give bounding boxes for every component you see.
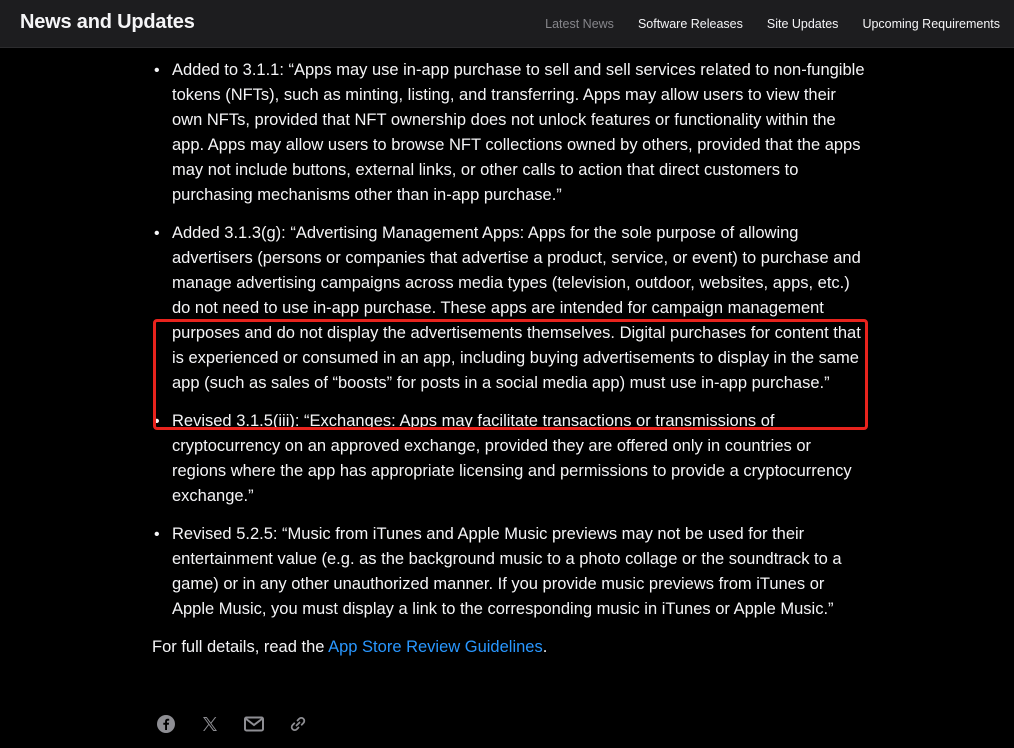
article-body: [152, 58, 872, 660]
full-details-suffix: .: [542, 638, 548, 656]
bullet-icon: •: [154, 62, 160, 79]
list-item: [152, 522, 867, 622]
list-item-text: Added to 3.1.1: “Apps may use in-app purchase to sell and sell services related to non-fungible tokens (NFTs), such as minting, listing, and transferring. Apps may allow users to view their own NFTs, provided that NFT ownership does not unlock features or functionality within the app. Apps may allow users to browse NFT collections owned by others, provided that the apps may not include buttons, external links, or other calls to action that direct customers to purchasing mechanisms other than in-app purchase.”: [172, 61, 865, 204]
mail-icon[interactable]: [242, 712, 266, 736]
x-icon[interactable]: [198, 712, 222, 736]
update-list: [152, 58, 872, 622]
list-item-text: Revised 5.2.5: “Music from iTunes and Apple Music previews may not be used for their entertainment value (e.g. as the background music to a photo collage or the soundtrack to a game) or in any other unauthorized manner. If you provide music previews from iTunes or Apple Music, you must display a link to the corresponding music in iTunes or Apple Music.”: [172, 525, 842, 618]
guidelines-link[interactable]: App Store Review Guidelines: [328, 638, 543, 656]
bullet-icon: •: [154, 225, 160, 242]
list-item: [152, 409, 867, 509]
list-item-text: Added 3.1.3(g): “Advertising Management Apps: Apps for the sole purpose of allowing advertisers (persons or companies that advertise a product, service, or event) to purchase and manage advertising campaigns across media types (television, outdoor, websites, apps, etc.) do not need to use in-app purchase. These apps are intended for campaign management purposes and do not display the advertisements themselves. Digital purchases for content that is experienced or consumed in an app, including buying advertisements to display in the same app (such as sales of “boosts” for posts in a social media app) must use in-app purchase.”: [172, 224, 861, 392]
facebook-icon[interactable]: [154, 712, 178, 736]
top-navigation-bar: [0, 0, 1014, 48]
list-item: [152, 58, 867, 208]
nav-site-updates[interactable]: Site Updates: [766, 17, 839, 31]
nav-software-releases[interactable]: Software Releases: [637, 17, 743, 31]
list-item: [152, 221, 867, 396]
site-title[interactable]: News and Updates: [20, 11, 195, 33]
bullet-icon: •: [154, 526, 160, 543]
link-icon[interactable]: [286, 712, 310, 736]
list-item-text: Revised 3.1.5(iii): “Exchanges: Apps may facilitate transactions or transmissions of cryptocurrency on an approved exchange, provided they are offered only in countries or regions where the app has appropriate licensing and permissions to provide a cryptocurrency exchange.”: [172, 412, 852, 505]
bullet-icon: •: [154, 413, 160, 430]
full-details-text: [152, 635, 872, 660]
nav-latest-news[interactable]: Latest News: [545, 17, 614, 31]
nav-upcoming-requirements[interactable]: Upcoming Requirements: [862, 17, 1000, 31]
nav-links: [521, 0, 1000, 48]
share-bar: [154, 712, 330, 736]
full-details-prefix: For full details, read the: [152, 638, 329, 656]
